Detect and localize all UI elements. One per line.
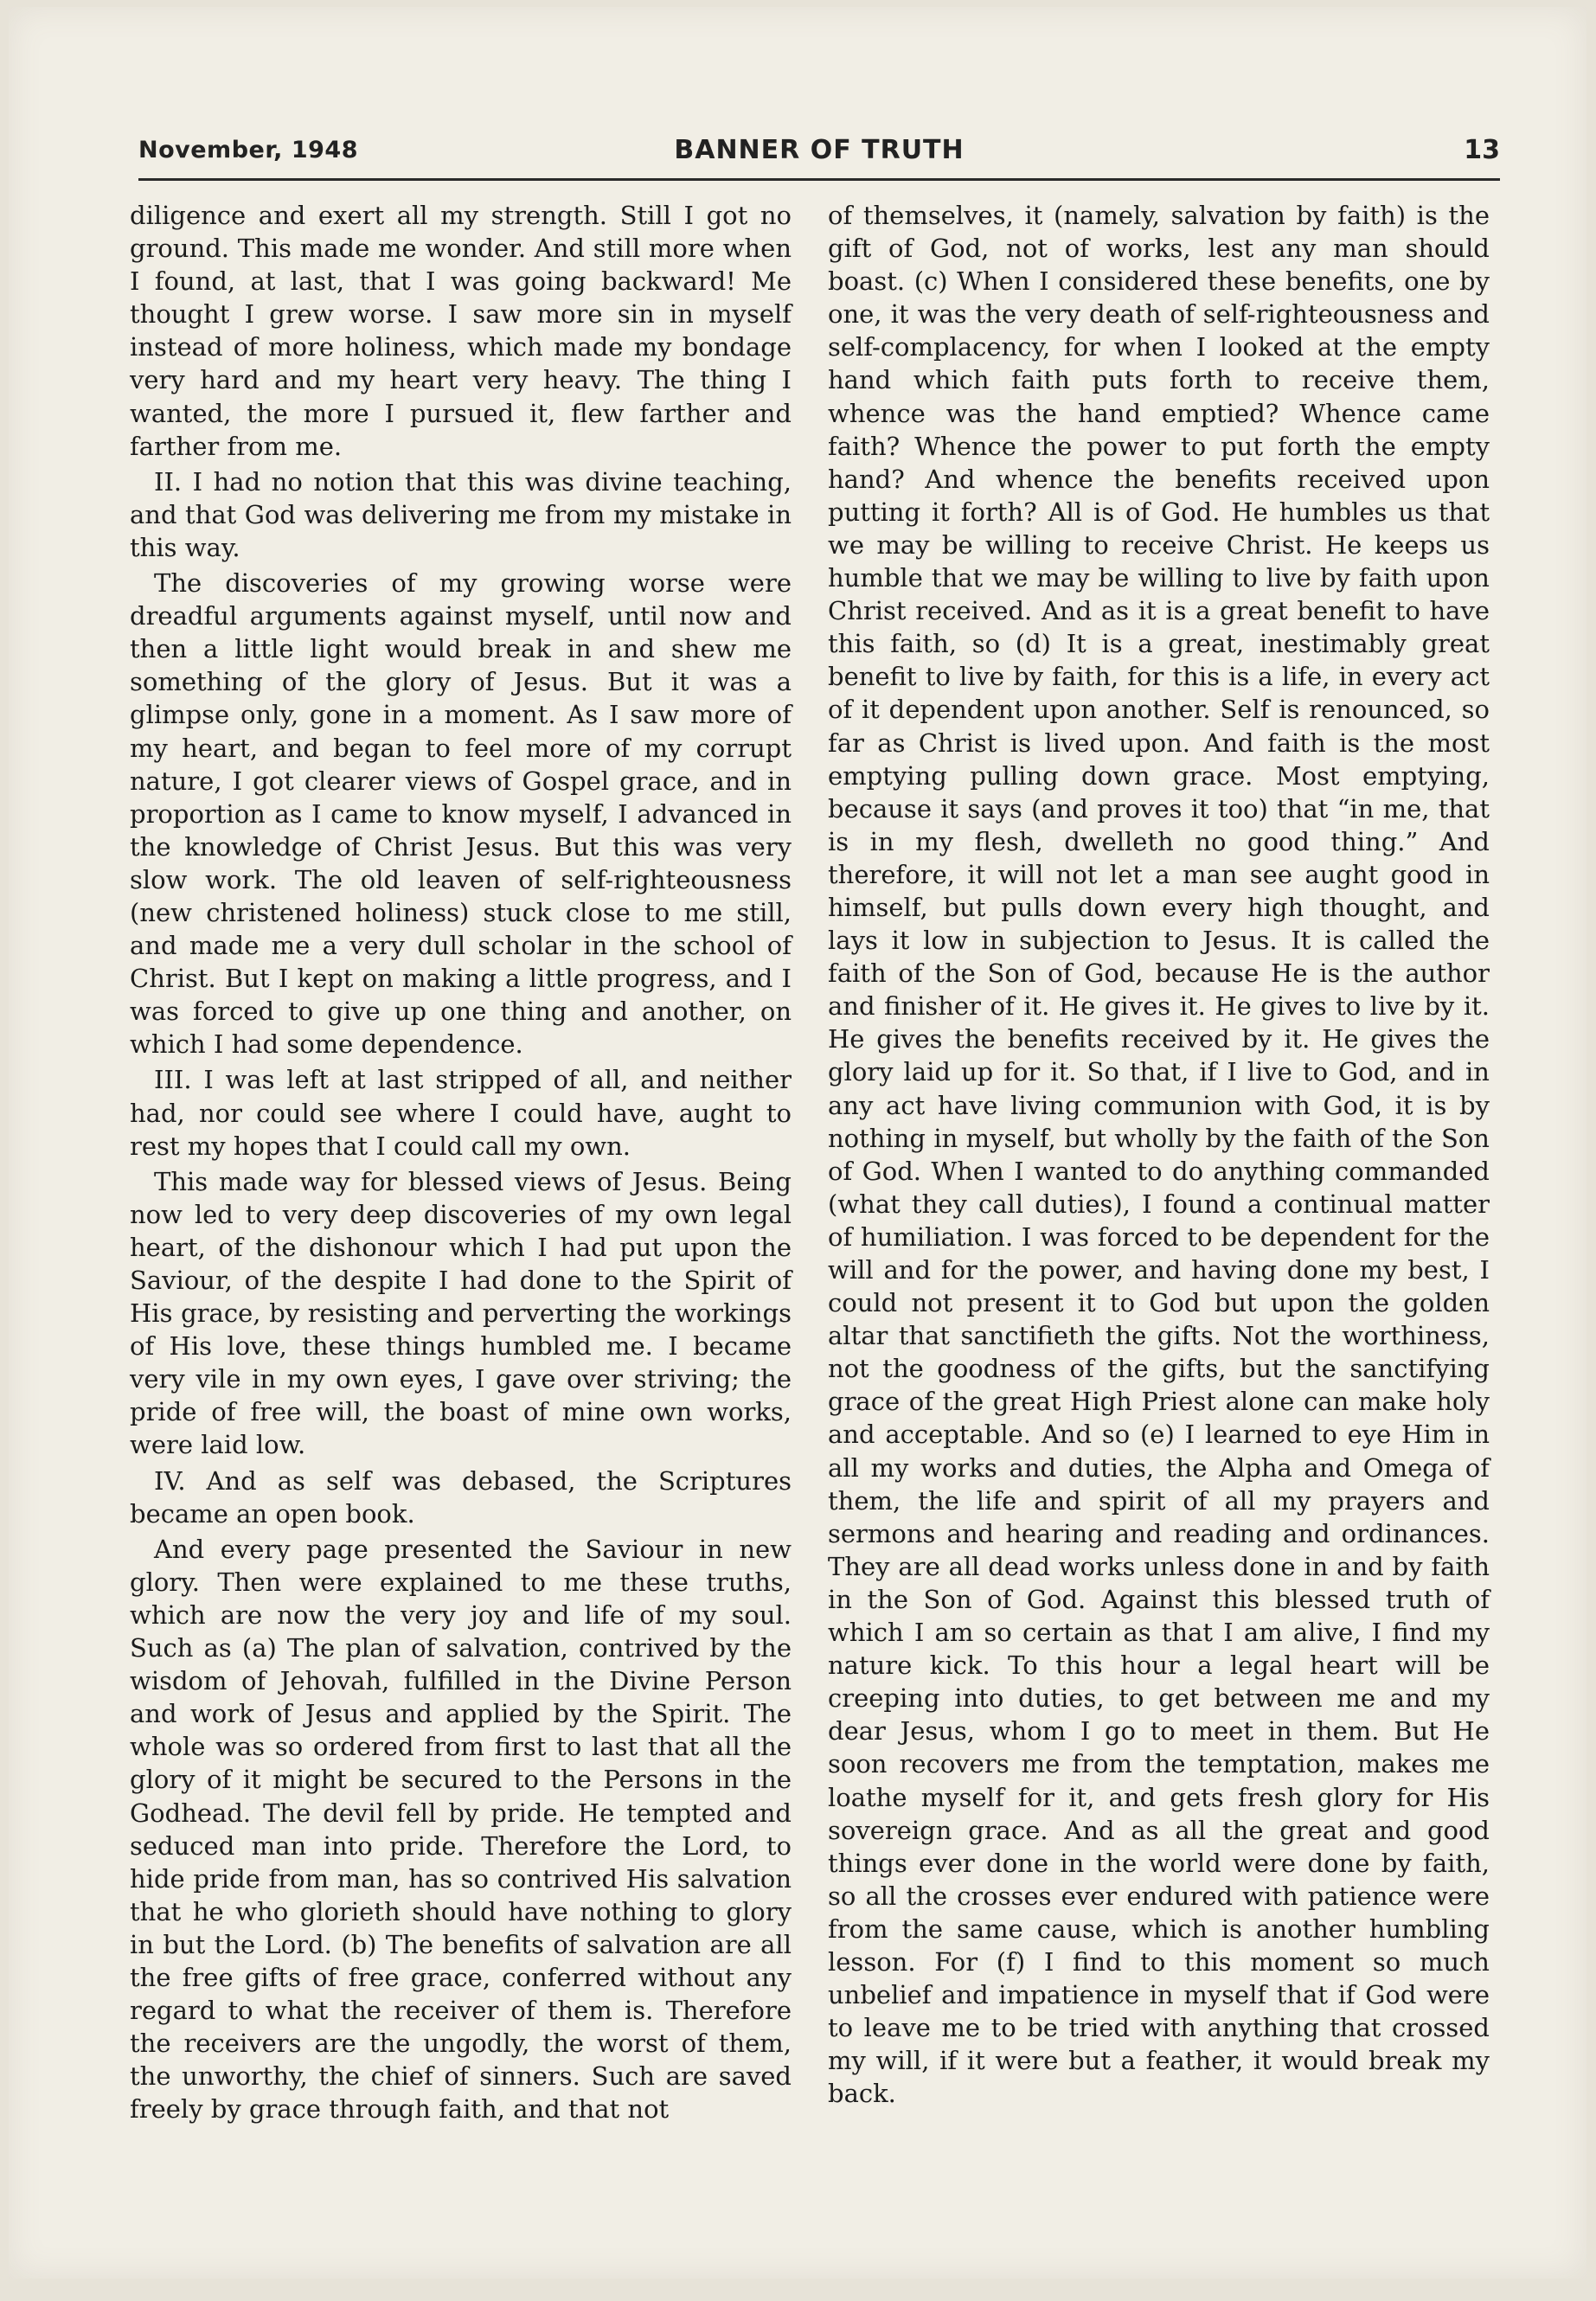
publication-title: BANNER OF TRUTH xyxy=(674,135,965,165)
paragraph: II. I had no notion that this was divine teaching, and that God was delivering me from my mistake in this way. xyxy=(130,466,792,562)
left-column xyxy=(130,199,792,2128)
paragraph: diligence and exert all my strength. Still I got no ground. This made me wonder. And still more when I found, at last, that I was going backward! Me thought I grew worse. I saw more sin in myself instead of more holiness, which made my bondage very hard and my heart very heavy. The thing I wanted, the more I pursued it, flew farther and farther from me. xyxy=(130,201,792,461)
right-column xyxy=(828,199,1490,2112)
paragraph: And every page presented the Saviour in new glory. Then were explained to me these truths, which are now the very joy and life of my soul. Such as (a) The plan of salvation, contrived by the wisdom of Jehovah, fulfilled in the Divine Person and work of Jesus and applied by the Spirit. The whole was so ordered from first to last that all the glory of it might be secured to the Persons in the Godhead. The devil fell by pride. He tempted and seduced man into pride. Therefore the Lord, to hide pride from man, has so contrived His salvation that he who glorieth should have nothing to glory in but the Lord. (b) The benefits of salvation are all the free gifts of free grace, conferred without any regard to what the receiver of them is. Therefore the receivers are the ungodly, the worst of them, the unworthy, the chief of sinners. Such are saved freely by grace through faith, and that not xyxy=(130,1534,792,2125)
header-date: November, 1948 xyxy=(138,137,358,163)
paragraph: This made way for blessed views of Jesus. Being now led to very deep discoveries of my own legal heart, of the dishonour which I had put upon the Saviour, of the despite I had done to the Spirit of His grace, by resisting and perverting the workings of His love, these things humbled me. I became very vile in my own eyes, I gave over striving; the pride of free will, the boast of mine own works, were laid low. xyxy=(130,1166,792,1460)
paragraph: of themselves, it (namely, salvation by faith) is the gift of God, not of works, lest any man should boast. (c) When I considered these benefits, one by one, it was the very death of self-righteousness and self-complacency, for when I looked at the empty hand which faith puts forth to receive them, whence was the hand emptied? Whence came faith? Whence the power to put forth the empty hand? And whence the benefits received upon putting it forth? All is of God. He humbles us that we may be willing to receive Christ. He keeps us humble that we may be willing to live by faith upon Christ received. And as it is a great benefit to have this faith, so (d) It is a great, inestimably great benefit to live by faith, for this is a life, in every act of it dependent upon another. Self is renounced, so far as Christ is lived upon. And faith is the most emptying pulling down grace. Most emptying, because it says (and proves it too) that “in me, that is in my flesh, dwelleth no good thing.” And therefore, it will not let a man see aught good in himself, but pulls down every high thought, and lays it low in subjection to Jesus. It is called the faith of the Son of God, because He is the author and finisher of it. He gives it. He gives to live by it. He gives the benefits received by it. He gives the glory laid up for it. So that, if I live to God, and in any act have living communion with God, it is by nothing in myself, but wholly by the faith of the Son of God. When I wanted to do anything commanded (what they call duties), I found a continual matter of humiliation. I was forced to be dependent for the will and for the power, and having done my best, I could not present it to God but upon the golden altar that sanctifieth the gifts. Not the worthiness, not the goodness of the gifts, but the sanctifying grace of the great High Priest alone can make holy and acceptable. And so (e) I learned to eye Him in all my works and duties, the Alpha and Omega of them, the life and spirit of all my prayers and sermons and hearing and reading and ordinances. They are all dead works unless done in and by faith in the Son of God. Against this blessed truth of which I am so certain as that I am alive, I find my nature kick. To this hour a legal heart will be creeping into duties, to get between me and my dear Jesus, whom I go to meet in them. But He soon recovers me from the temptation, makes me loathe myself for it, and gets fresh glory for His sovereign grace. And as all the great and good things ever done in the world were done by faith, so all the crosses ever endured with patience were from the same cause, which is another humbling lesson. For (f) I find to this moment so much unbelief and impatience in myself that if God were to leave me to be tried with anything that crossed my will, if it were but a feather, it would break my back. xyxy=(828,201,1490,2109)
header-rule xyxy=(138,178,1500,181)
page-number: 13 xyxy=(1464,135,1500,165)
paragraph: IV. And as self was debased, the Scriptures became an open book. xyxy=(130,1465,792,1529)
paragraph: The discoveries of my growing worse were dreadful arguments against myself, until now and then a little light would break in and shew me something of the glory of Jesus. But it was a glimpse only, gone in a moment. As I saw more of my heart, and began to feel more of my corrupt nature, I got clearer views of Gospel grace, and in proportion as I came to know myself, I advanced in the knowledge of Christ Jesus. But this was very slow work. The old leaven of self-righteousness (new christened holiness) stuck close to me still, and made me a very dull scholar in the school of Christ. But I kept on making a little progress, and I was forced to give up one thing and another, on which I had some dependence. xyxy=(130,568,792,1060)
running-header xyxy=(138,137,1500,171)
paragraph: III. I was left at last stripped of all, and neither had, nor could see where I could have, aught to rest my hopes that I could call my own. xyxy=(130,1065,792,1161)
